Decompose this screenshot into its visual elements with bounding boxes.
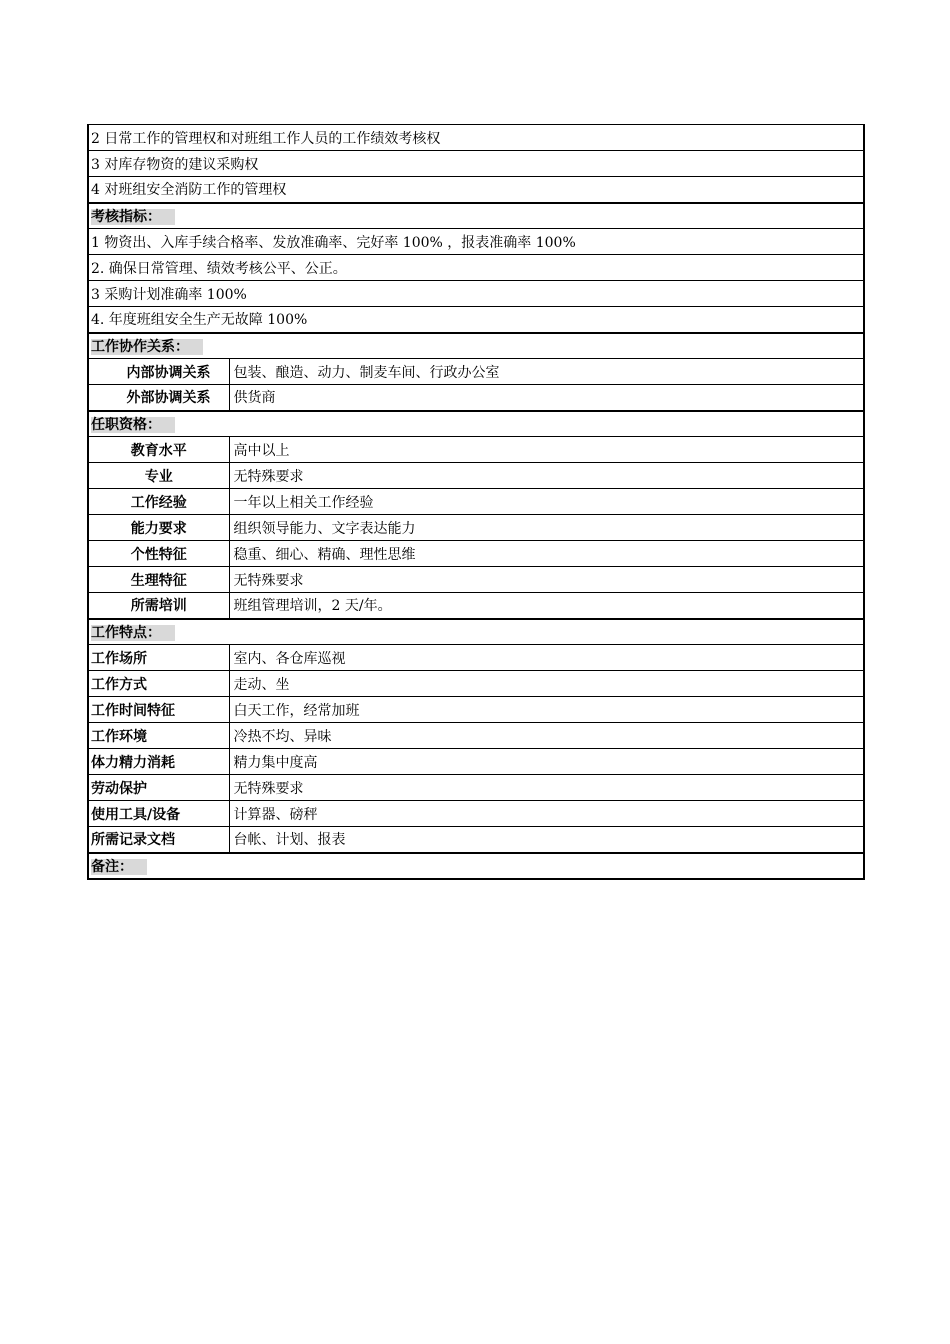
qualification-row [88, 463, 864, 489]
qualification-value: 无特殊要求 [229, 463, 864, 489]
kpi-row [88, 281, 864, 307]
features-title-text: 工作特点： [91, 625, 175, 641]
features-label: 工作方式 [88, 671, 229, 697]
qualification-value: 稳重、细心、精确、理性思维 [229, 541, 864, 567]
qualification-row [88, 541, 864, 567]
authority-row [88, 125, 864, 151]
cooperation-label: 内部协调关系 [88, 359, 229, 385]
cooperation-row [88, 359, 864, 385]
features-row [88, 723, 864, 749]
qualification-row [88, 437, 864, 463]
features-label: 体力精力消耗 [88, 749, 229, 775]
qualification-label: 生理特征 [88, 567, 229, 593]
qualification-row [88, 567, 864, 593]
qualification-section-title [88, 411, 864, 437]
qualification-row [88, 515, 864, 541]
kpi-item: 4. 年度班组安全生产无故障 100% [88, 307, 864, 333]
features-label: 工作场所 [88, 645, 229, 671]
features-value: 精力集中度高 [229, 749, 864, 775]
qualification-label: 工作经验 [88, 489, 229, 515]
kpi-row [88, 229, 864, 255]
features-label: 劳动保护 [88, 775, 229, 801]
features-value: 计算器、磅秤 [229, 801, 864, 827]
kpi-header-row [88, 203, 864, 229]
cooperation-section-title [88, 333, 864, 359]
cooperation-title-text: 工作协作关系： [91, 339, 203, 355]
cooperation-value: 包装、酿造、动力、制麦车间、行政办公室 [229, 359, 864, 385]
features-label: 工作环境 [88, 723, 229, 749]
features-row [88, 671, 864, 697]
features-value: 冷热不均、异味 [229, 723, 864, 749]
cooperation-value: 供货商 [229, 385, 864, 411]
features-row [88, 697, 864, 723]
features-value: 台帐、计划、报表 [229, 827, 864, 853]
job-description-table [87, 124, 865, 880]
features-value: 白天工作，经常加班 [229, 697, 864, 723]
qualification-label: 所需培训 [88, 593, 229, 619]
qualification-value: 无特殊要求 [229, 567, 864, 593]
features-row [88, 775, 864, 801]
authority-row [88, 151, 864, 177]
authority-item: 4 对班组安全消防工作的管理权 [88, 177, 864, 203]
qualification-title-text: 任职资格： [91, 417, 175, 433]
features-label: 使用工具/设备 [88, 801, 229, 827]
authority-item: 2 日常工作的管理权和对班组工作人员的工作绩效考核权 [88, 125, 864, 151]
features-row [88, 827, 864, 853]
features-section-title [88, 619, 864, 645]
qualification-value: 班组管理培训，2 天/年。 [229, 593, 864, 619]
cooperation-label: 外部协调关系 [88, 385, 229, 411]
qualification-value: 高中以上 [229, 437, 864, 463]
features-label: 所需记录文档 [88, 827, 229, 853]
remarks-section-title [88, 853, 864, 879]
features-value: 无特殊要求 [229, 775, 864, 801]
qualification-label: 教育水平 [88, 437, 229, 463]
features-row [88, 645, 864, 671]
qualification-row [88, 593, 864, 619]
kpi-title-text: 考核指标： [91, 209, 175, 225]
qualification-header-row [88, 411, 864, 437]
features-value: 室内、各仓库巡视 [229, 645, 864, 671]
authority-row [88, 177, 864, 203]
remarks-row [88, 853, 864, 879]
qualification-value: 组织领导能力、文字表达能力 [229, 515, 864, 541]
authority-item: 3 对库存物资的建议采购权 [88, 151, 864, 177]
kpi-item: 3 采购计划准确率 100% [88, 281, 864, 307]
remarks-title-text: 备注： [91, 859, 147, 875]
qualification-label: 个性特征 [88, 541, 229, 567]
qualification-label: 能力要求 [88, 515, 229, 541]
kpi-row [88, 307, 864, 333]
features-row [88, 801, 864, 827]
qualification-label: 专业 [88, 463, 229, 489]
cooperation-header-row [88, 333, 864, 359]
features-header-row [88, 619, 864, 645]
features-label: 工作时间特征 [88, 697, 229, 723]
kpi-item: 2. 确保日常管理、绩效考核公平、公正。 [88, 255, 864, 281]
features-value: 走动、坐 [229, 671, 864, 697]
qualification-value: 一年以上相关工作经验 [229, 489, 864, 515]
kpi-section-title [88, 203, 864, 229]
kpi-item: 1 物资出、入库手续合格率、发放准确率、完好率 100% ，报表准确率 100% [88, 229, 864, 255]
qualification-row [88, 489, 864, 515]
cooperation-row [88, 385, 864, 411]
kpi-row [88, 255, 864, 281]
features-row [88, 749, 864, 775]
